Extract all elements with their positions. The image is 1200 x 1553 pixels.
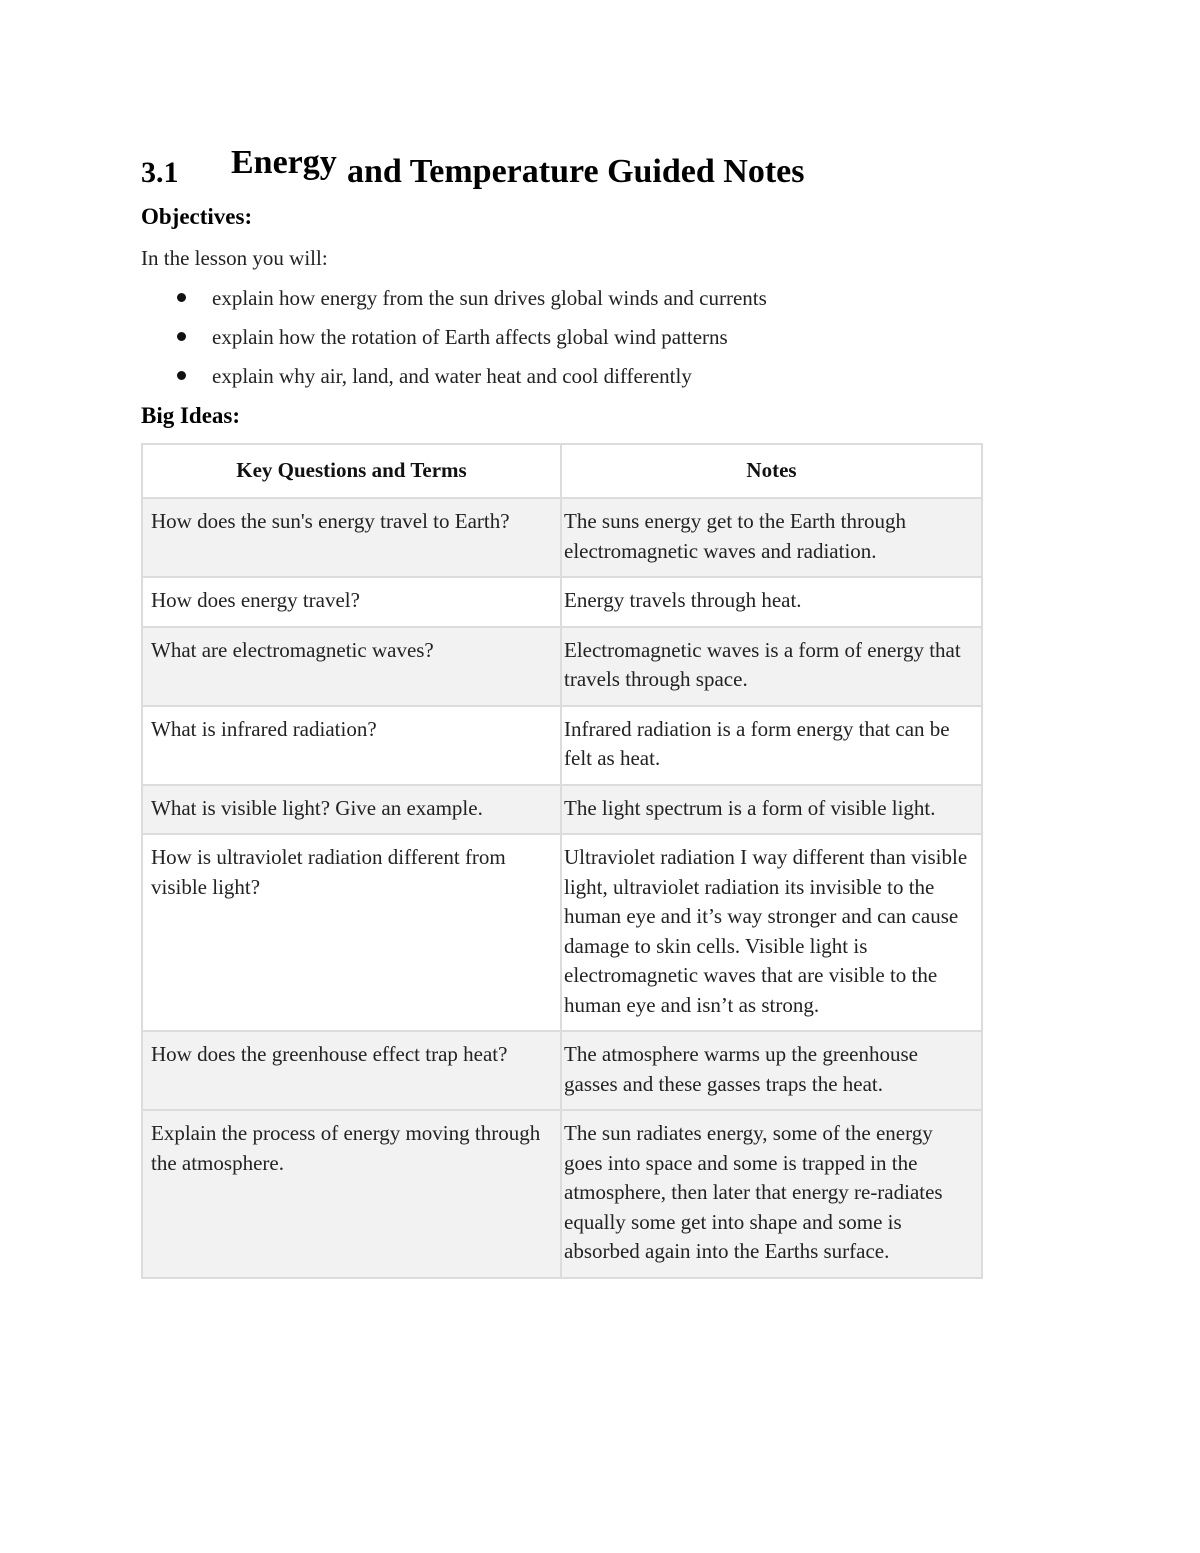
table-row bbox=[142, 706, 982, 785]
objective-item bbox=[141, 360, 1041, 399]
column-header-questions: Key Questions and Terms bbox=[142, 444, 561, 498]
table-row bbox=[142, 1031, 982, 1110]
note-cell: The sun radiates energy, some of the energy goes into space and some is trapped in the atmosphere, then later that energy re-radiates equally some get into shape and some is absorbed again into the Earths surface. bbox=[561, 1110, 982, 1278]
table-row bbox=[142, 834, 982, 1031]
question-cell: What is visible light? Give an example. bbox=[142, 785, 561, 835]
bullet-icon bbox=[177, 371, 186, 380]
note-cell: Electromagnetic waves is a form of energy that travels through space. bbox=[561, 627, 982, 706]
objectives-intro: In the lesson you will: bbox=[141, 246, 328, 270]
note-cell: The atmosphere warms up the greenhouse gasses and these gasses traps the heat. bbox=[561, 1031, 982, 1110]
question-cell: How is ultraviolet radiation different from visible light? bbox=[142, 834, 561, 1031]
objective-text: explain how the rotation of Earth affects global wind patterns bbox=[212, 325, 728, 349]
title-rest: and Temperature Guided Notes bbox=[347, 153, 805, 190]
note-cell: The suns energy get to the Earth through electromagnetic waves and radiation. bbox=[561, 498, 982, 577]
table-row bbox=[142, 577, 982, 627]
table-row bbox=[142, 1110, 982, 1278]
question-cell: What is infrared radiation? bbox=[142, 706, 561, 785]
objective-item bbox=[141, 282, 1041, 321]
objective-text: explain how energy from the sun drives global winds and currents bbox=[212, 286, 767, 310]
note-cell: Energy travels through heat. bbox=[561, 577, 982, 627]
notes-table bbox=[141, 443, 983, 1279]
question-cell: How does the greenhouse effect trap heat? bbox=[142, 1031, 561, 1110]
objectives-heading: Objectives: bbox=[141, 204, 253, 229]
table-header-row bbox=[142, 444, 982, 498]
title-word-raised: Energy bbox=[231, 144, 337, 181]
objective-text: explain why air, land, and water heat and cool differently bbox=[212, 364, 692, 388]
big-ideas-heading: Big Ideas: bbox=[141, 403, 241, 428]
question-cell: What are electromagnetic waves? bbox=[142, 627, 561, 706]
note-cell: The light spectrum is a form of visible light. bbox=[561, 785, 982, 835]
column-header-notes: Notes bbox=[561, 444, 982, 498]
bullet-icon bbox=[177, 293, 186, 302]
question-cell: How does energy travel? bbox=[142, 577, 561, 627]
question-cell: How does the sun's energy travel to Earth? bbox=[142, 498, 561, 577]
objective-item bbox=[141, 321, 1041, 360]
table-row bbox=[142, 627, 982, 706]
question-cell: Explain the process of energy moving through the atmosphere. bbox=[142, 1110, 561, 1278]
note-cell: Infrared radiation is a form energy that can be felt as heat. bbox=[561, 706, 982, 785]
table-row bbox=[142, 785, 982, 835]
note-cell: Ultraviolet radiation I way different than visible light, ultraviolet radiation its invisible to the human eye and it’s way stronger and can cause damage to skin cells. Visible light is electromagnetic waves that are visible to the human eye and isn’t as strong. bbox=[561, 834, 982, 1031]
bullet-icon bbox=[177, 332, 186, 341]
objectives-list bbox=[141, 282, 1041, 399]
title-number: 3.1 bbox=[141, 156, 179, 189]
table-row bbox=[142, 498, 982, 577]
